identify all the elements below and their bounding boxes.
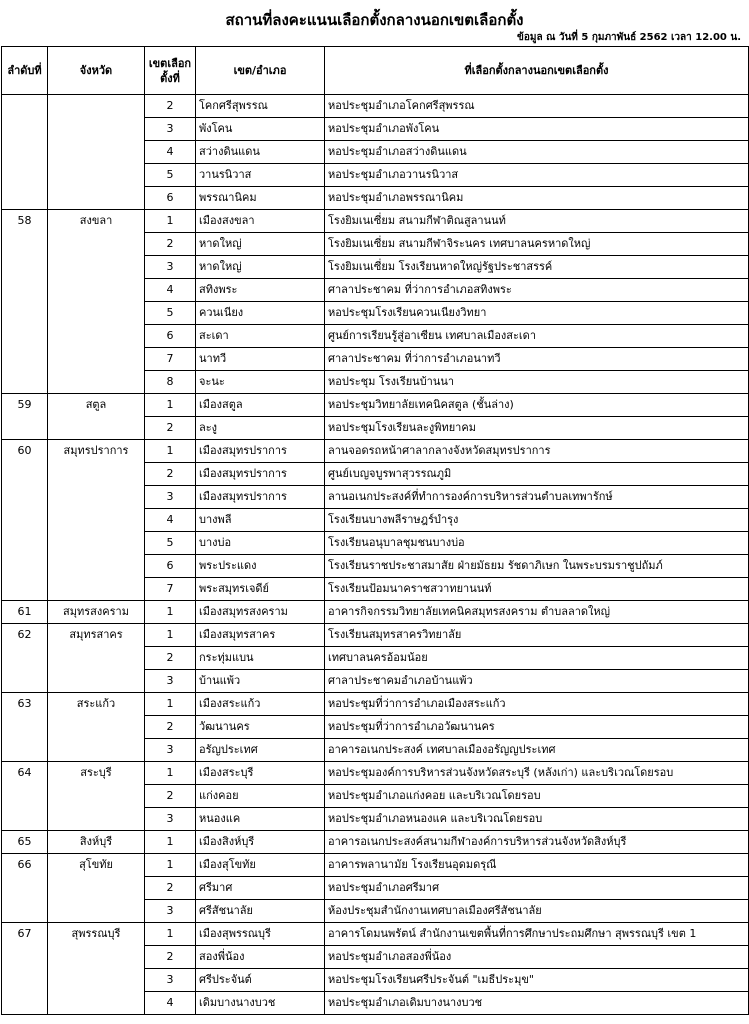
- cell-polling-place: หอประชุมโรงเรียนละงูพิทยาคม: [325, 417, 749, 440]
- cell-district-no: 2: [145, 785, 196, 808]
- cell-polling-place: ลานจอดรถหน้าศาลากลางจังหวัดสมุทรปราการ: [325, 440, 749, 463]
- cell-district-no: 4: [145, 992, 196, 1015]
- cell-amphoe: สะเดา: [196, 325, 325, 348]
- cell-province: [48, 95, 145, 210]
- cell-polling-place: หอประชุมวิทยาลัยเทคนิคสตูล (ชั้นล่าง): [325, 394, 749, 417]
- cell-amphoe: เมืองสตูล: [196, 394, 325, 417]
- cell-district-no: 3: [145, 670, 196, 693]
- cell-province: สมุทรสงคราม: [48, 601, 145, 624]
- cell-polling-place: อาคารอเนกประสงค์สนามกีฬาองค์การบริหารส่วนจังหวัดสิงห์บุรี: [325, 831, 749, 854]
- cell-amphoe: นาทวี: [196, 348, 325, 371]
- cell-polling-place: โรงเรียนอนุบาลชุมชนบางบ่อ: [325, 532, 749, 555]
- cell-polling-place: หอประชุมอำเภอวานรนิวาส: [325, 164, 749, 187]
- table-row: [2, 854, 749, 877]
- header-amphoe: เขต/อำเภอ: [196, 47, 325, 95]
- cell-polling-place: หอประชุมที่ว่าการอำเภอเมืองสระแก้ว: [325, 693, 749, 716]
- cell-order-no: 62: [2, 624, 48, 693]
- cell-district-no: 2: [145, 463, 196, 486]
- cell-province: สมุทรสาคร: [48, 624, 145, 693]
- page-title: สถานที่ลงคะแนนเลือกตั้งกลางนอกเขตเลือกตั้ง: [225, 11, 524, 29]
- cell-district-no: 1: [145, 762, 196, 785]
- cell-district-no: 1: [145, 394, 196, 417]
- cell-amphoe: สทิงพระ: [196, 279, 325, 302]
- cell-amphoe: เมืองสมุทรปราการ: [196, 463, 325, 486]
- cell-district-no: 2: [145, 95, 196, 118]
- cell-district-no: 2: [145, 417, 196, 440]
- cell-district-no: 2: [145, 946, 196, 969]
- cell-amphoe: สองพี่น้อง: [196, 946, 325, 969]
- table-row: [2, 440, 749, 463]
- cell-district-no: 2: [145, 877, 196, 900]
- cell-amphoe: บ้านแพ้ว: [196, 670, 325, 693]
- cell-province: สระบุรี: [48, 762, 145, 831]
- cell-district-no: 1: [145, 624, 196, 647]
- table-row: [2, 923, 749, 946]
- cell-polling-place: หอประชุมอำเภอพังโคน: [325, 118, 749, 141]
- cell-polling-place: หอประชุมโรงเรียนควนเนียงวิทยา: [325, 302, 749, 325]
- cell-amphoe: แก่งคอย: [196, 785, 325, 808]
- cell-district-no: 1: [145, 923, 196, 946]
- cell-polling-place: อาคารอเนกประสงค์ เทศบาลเมืองอรัญญประเทศ: [325, 739, 749, 762]
- cell-amphoe: เมืองสุพรรณบุรี: [196, 923, 325, 946]
- table-row: [2, 762, 749, 785]
- cell-polling-place: หอประชุมอำเภอสองพี่น้อง: [325, 946, 749, 969]
- cell-district-no: 1: [145, 693, 196, 716]
- cell-amphoe: หาดใหญ่: [196, 233, 325, 256]
- cell-polling-place: ศาลาประชาคมอำเภอบ้านแพ้ว: [325, 670, 749, 693]
- cell-polling-place: โรงยิมเนเซี่ยม โรงเรียนหาดใหญ่รัฐประชาสรรค์: [325, 256, 749, 279]
- cell-district-no: 5: [145, 532, 196, 555]
- cell-province: สุโขทัย: [48, 854, 145, 923]
- cell-amphoe: หาดใหญ่: [196, 256, 325, 279]
- cell-province: สุพรรณบุรี: [48, 923, 145, 1015]
- cell-district-no: 5: [145, 164, 196, 187]
- cell-district-no: 3: [145, 486, 196, 509]
- cell-province: สตูล: [48, 394, 145, 440]
- cell-polling-place: ศาลาประชาคม ที่ว่าการอำเภอสทิงพระ: [325, 279, 749, 302]
- cell-amphoe: ละงู: [196, 417, 325, 440]
- table-row: [2, 624, 749, 647]
- cell-polling-place: อาคารพลานามัย โรงเรียนอุดมดรุณี: [325, 854, 749, 877]
- cell-province: สระแก้ว: [48, 693, 145, 762]
- cell-amphoe: กระทุ่มแบน: [196, 647, 325, 670]
- cell-order-no: 67: [2, 923, 48, 1015]
- cell-amphoe: จะนะ: [196, 371, 325, 394]
- cell-polling-place: หอประชุมอำเภอแก่งคอย และบริเวณโดยรอบ: [325, 785, 749, 808]
- cell-polling-place: โรงยิมเนเซี่ยม สนามกีฬาติณสูลานนท์: [325, 210, 749, 233]
- header-no: ลำดับที่: [2, 47, 48, 95]
- cell-amphoe: พังโคน: [196, 118, 325, 141]
- cell-district-no: 1: [145, 831, 196, 854]
- cell-amphoe: เมืองสมุทรสาคร: [196, 624, 325, 647]
- cell-polling-place: โรงเรียนสมุทรสาครวิทยาลัย: [325, 624, 749, 647]
- cell-district-no: 6: [145, 325, 196, 348]
- cell-polling-place: หอประชุมอำเภอหนองแค และบริเวณโดยรอบ: [325, 808, 749, 831]
- cell-amphoe: บางพลี: [196, 509, 325, 532]
- cell-amphoe: สว่างดินแดน: [196, 141, 325, 164]
- cell-amphoe: เมืองสมุทรสงคราม: [196, 601, 325, 624]
- cell-province: สงขลา: [48, 210, 145, 394]
- polling-places-table: [1, 46, 749, 1015]
- cell-district-no: 3: [145, 118, 196, 141]
- cell-amphoe: เมืองสระบุรี: [196, 762, 325, 785]
- cell-amphoe: ศรีประจันต์: [196, 969, 325, 992]
- cell-amphoe: ศรีมาศ: [196, 877, 325, 900]
- cell-district-no: 4: [145, 141, 196, 164]
- cell-polling-place: โรงเรียนบางพลีราษฎร์บำรุง: [325, 509, 749, 532]
- cell-district-no: 2: [145, 647, 196, 670]
- cell-amphoe: พระสมุทรเจดีย์: [196, 578, 325, 601]
- cell-polling-place: หอประชุมอำเภอโคกศรีสุพรรณ: [325, 95, 749, 118]
- cell-polling-place: หอประชุมองค์การบริหารส่วนจังหวัดสระบุรี (หลังเก่า) และบริเวณโดยรอบ: [325, 762, 749, 785]
- cell-amphoe: เมืองสระแก้ว: [196, 693, 325, 716]
- cell-polling-place: ศูนย์เบญจบูรพาสุวรรณภูมิ: [325, 463, 749, 486]
- cell-district-no: 2: [145, 233, 196, 256]
- cell-district-no: 8: [145, 371, 196, 394]
- header-province: จังหวัด: [48, 47, 145, 95]
- table-row: [2, 601, 749, 624]
- cell-order-no: 60: [2, 440, 48, 601]
- cell-district-no: 3: [145, 739, 196, 762]
- cell-amphoe: เมืองสุโขทัย: [196, 854, 325, 877]
- cell-amphoe: ศรีสัชนาลัย: [196, 900, 325, 923]
- cell-polling-place: โรงเรียนราชประชาสมาสัย ฝ่ายมัธยม รัชดาภิเษก ในพระบรมราชูปถัมภ์: [325, 555, 749, 578]
- cell-district-no: 1: [145, 440, 196, 463]
- cell-polling-place: หอประชุมอำเภอเดิมบางนางบวช: [325, 992, 749, 1015]
- cell-polling-place: หอประชุมอำเภอพรรณานิคม: [325, 187, 749, 210]
- cell-order-no: 59: [2, 394, 48, 440]
- cell-polling-place: หอประชุม โรงเรียนบ้านนา: [325, 371, 749, 394]
- data-timestamp: ข้อมูล ณ วันที่ 5 กุมภาพันธ์ 2562 เวลา 12.00 น.: [517, 32, 741, 43]
- cell-district-no: 4: [145, 509, 196, 532]
- cell-order-no: 64: [2, 762, 48, 831]
- cell-district-no: 1: [145, 601, 196, 624]
- cell-polling-place: อาคารโดมนพรัตน์ สำนักงานเขตพื้นที่การศึกษาประถมศึกษา สุพรรณบุรี เขต 1: [325, 923, 749, 946]
- table-row: [2, 95, 749, 118]
- cell-order-no: 63: [2, 693, 48, 762]
- table-row: [2, 394, 749, 417]
- cell-amphoe: เมืองสงขลา: [196, 210, 325, 233]
- cell-amphoe: วัฒนานคร: [196, 716, 325, 739]
- cell-amphoe: ควนเนียง: [196, 302, 325, 325]
- cell-district-no: 6: [145, 555, 196, 578]
- cell-amphoe: พรรณานิคม: [196, 187, 325, 210]
- table-body: [2, 95, 749, 1015]
- cell-amphoe: พระประแดง: [196, 555, 325, 578]
- cell-order-no: [2, 95, 48, 210]
- cell-district-no: 3: [145, 900, 196, 923]
- cell-polling-place: หอประชุมอำเภอสว่างดินแดน: [325, 141, 749, 164]
- cell-district-no: 4: [145, 279, 196, 302]
- cell-polling-place: หอประชุมอำเภอศรีมาศ: [325, 877, 749, 900]
- cell-polling-place: โรงเรียนป้อมนาคราชสวาทยานนท์: [325, 578, 749, 601]
- cell-district-no: 2: [145, 716, 196, 739]
- cell-district-no: 5: [145, 302, 196, 325]
- table-row: [2, 693, 749, 716]
- cell-amphoe: เมืองสมุทรปราการ: [196, 486, 325, 509]
- cell-amphoe: บางบ่อ: [196, 532, 325, 555]
- table-row: [2, 210, 749, 233]
- cell-province: สมุทรปราการ: [48, 440, 145, 601]
- cell-polling-place: ศูนย์การเรียนรู้สู่อาเซียน เทศบาลเมืองสะเดา: [325, 325, 749, 348]
- cell-polling-place: ห้องประชุมสำนักงานเทศบาลเมืองศรีสัชนาลัย: [325, 900, 749, 923]
- cell-amphoe: โคกศรีสุพรรณ: [196, 95, 325, 118]
- cell-amphoe: เมืองสิงห์บุรี: [196, 831, 325, 854]
- cell-district-no: 3: [145, 808, 196, 831]
- cell-order-no: 58: [2, 210, 48, 394]
- cell-polling-place: ลานอเนกประสงค์ที่ทำการองค์การบริหารส่วนตำบลเทพารักษ์: [325, 486, 749, 509]
- cell-amphoe: เดิมบางนางบวช: [196, 992, 325, 1015]
- cell-polling-place: ศาลาประชาคม ที่ว่าการอำเภอนาทวี: [325, 348, 749, 371]
- cell-order-no: 61: [2, 601, 48, 624]
- cell-amphoe: เมืองสมุทรปราการ: [196, 440, 325, 463]
- cell-polling-place: หอประชุมที่ว่าการอำเภอวัฒนานคร: [325, 716, 749, 739]
- cell-polling-place: อาคารกิจกรรมวิทยาลัยเทคนิคสมุทรสงคราม ตำบลลาดใหญ่: [325, 601, 749, 624]
- cell-polling-place: โรงยิมเนเซี่ยม สนามกีฬาจิระนคร เทศบาลนครหาดใหญ่: [325, 233, 749, 256]
- cell-district-no: 7: [145, 578, 196, 601]
- table-row: [2, 831, 749, 854]
- cell-district-no: 1: [145, 854, 196, 877]
- header-place: ที่เลือกตั้งกลางนอกเขตเลือกตั้ง: [325, 47, 749, 95]
- cell-district-no: 3: [145, 969, 196, 992]
- cell-amphoe: อรัญประเทศ: [196, 739, 325, 762]
- cell-polling-place: เทศบาลนครอ้อมน้อย: [325, 647, 749, 670]
- cell-district-no: 7: [145, 348, 196, 371]
- cell-district-no: 3: [145, 256, 196, 279]
- cell-amphoe: วานรนิวาส: [196, 164, 325, 187]
- table-header-row: [2, 47, 749, 95]
- cell-province: สิงห์บุรี: [48, 831, 145, 854]
- cell-order-no: 65: [2, 831, 48, 854]
- cell-district-no: 1: [145, 210, 196, 233]
- cell-order-no: 66: [2, 854, 48, 923]
- cell-polling-place: หอประชุมโรงเรียนศรีประจันต์ "เมธีประมุข": [325, 969, 749, 992]
- cell-amphoe: หนองแค: [196, 808, 325, 831]
- header-district: เขตเลือกตั้งที่: [145, 47, 196, 95]
- cell-district-no: 6: [145, 187, 196, 210]
